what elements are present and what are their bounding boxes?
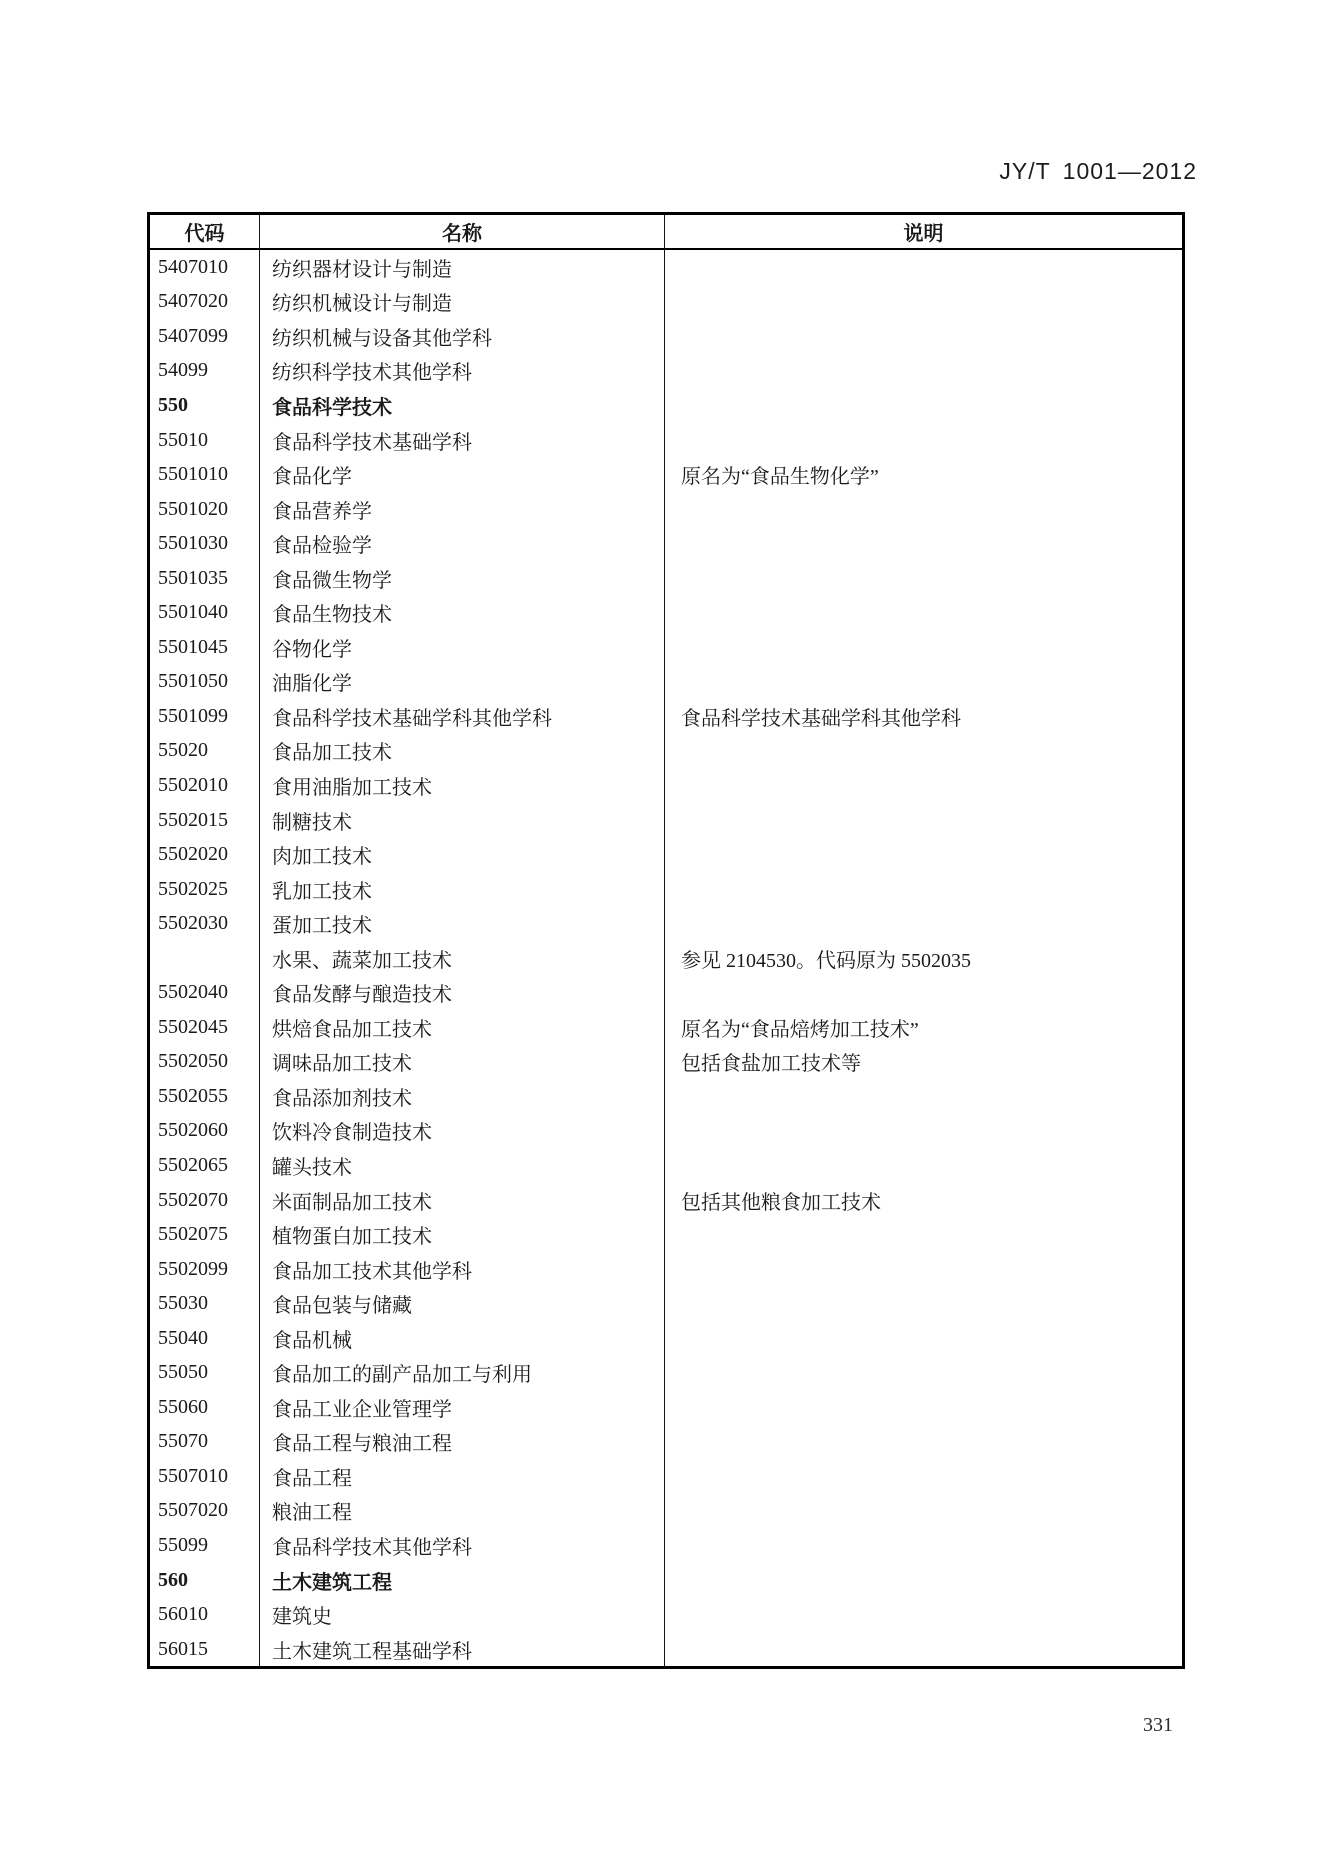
table-row — [150, 1390, 1182, 1425]
row-code: 5502040 — [150, 975, 260, 1010]
table-row — [150, 1252, 1182, 1287]
row-name: 食品生物技术 — [260, 595, 665, 630]
row-note: 原名为“食品焙烤加工技术” — [681, 1018, 919, 1041]
table-row — [150, 1321, 1182, 1356]
table-row — [150, 457, 1182, 492]
row-code: 55099 — [150, 1528, 260, 1563]
row-code: 5502020 — [150, 837, 260, 872]
table-row — [150, 354, 1182, 389]
row-note — [665, 1079, 1182, 1114]
table-body — [150, 250, 1182, 1666]
row-name: 米面制品加工技术 — [260, 1183, 665, 1218]
row-name: 饮料冷食制造技术 — [260, 1114, 665, 1149]
row-code: 5501030 — [150, 526, 260, 561]
table-row — [150, 837, 1182, 872]
table-row — [150, 561, 1182, 596]
row-name: 食品科学技术 — [260, 388, 665, 423]
row-code: 5501020 — [150, 492, 260, 527]
row-code: 55070 — [150, 1425, 260, 1460]
table-row — [150, 1114, 1182, 1149]
row-code: 5501050 — [150, 665, 260, 700]
row-name: 烘焙食品加工技术 — [260, 1010, 665, 1045]
row-note — [665, 354, 1182, 389]
table-row — [150, 595, 1182, 630]
row-code: 5502030 — [150, 906, 260, 941]
row-code: 5502050 — [150, 1045, 260, 1080]
row-note — [665, 1425, 1182, 1460]
row-code: 5502065 — [150, 1148, 260, 1183]
row-name: 食品微生物学 — [260, 561, 665, 596]
row-note — [665, 492, 1182, 527]
row-note — [665, 1390, 1182, 1425]
row-code: 5507010 — [150, 1459, 260, 1494]
row-name: 纺织器材设计与制造 — [260, 250, 665, 285]
table-row — [150, 630, 1182, 665]
row-note — [665, 1632, 1182, 1667]
row-note — [665, 595, 1182, 630]
row-code: 55020 — [150, 734, 260, 769]
row-name: 食品化学 — [260, 457, 665, 492]
row-name: 水果、蔬菜加工技术 — [260, 941, 665, 976]
row-note — [665, 423, 1182, 458]
row-name: 食品发酵与酿造技术 — [260, 975, 665, 1010]
row-name: 谷物化学 — [260, 630, 665, 665]
row-code: 5502010 — [150, 768, 260, 803]
row-name: 乳加工技术 — [260, 872, 665, 907]
table-row — [150, 975, 1182, 1010]
row-code: 56015 — [150, 1632, 260, 1667]
row-note — [665, 872, 1182, 907]
row-name: 食品科学技术其他学科 — [260, 1528, 665, 1563]
table-row — [150, 1148, 1182, 1183]
row-code: 5407020 — [150, 285, 260, 320]
row-note — [665, 1494, 1182, 1529]
row-name: 食品科学技术基础学科其他学科 — [260, 699, 665, 734]
row-code: 5507020 — [150, 1494, 260, 1529]
table-row — [150, 699, 1182, 734]
table-row — [150, 665, 1182, 700]
table-row — [150, 388, 1182, 423]
table-row — [150, 1563, 1182, 1598]
row-name: 食品包装与储藏 — [260, 1286, 665, 1321]
table-row — [150, 803, 1182, 838]
row-code: 5501035 — [150, 561, 260, 596]
row-name: 食品机械 — [260, 1321, 665, 1356]
table-row — [150, 492, 1182, 527]
row-name: 植物蛋白加工技术 — [260, 1217, 665, 1252]
codes-table — [147, 212, 1185, 1669]
row-code: 56010 — [150, 1597, 260, 1632]
row-name: 土木建筑工程基础学科 — [260, 1632, 665, 1667]
column-header-note: 说明 — [903, 223, 944, 245]
row-note — [665, 1597, 1182, 1632]
row-code: 55040 — [150, 1321, 260, 1356]
row-note — [665, 906, 1182, 941]
table-row — [150, 1079, 1182, 1114]
row-name: 土木建筑工程 — [260, 1563, 665, 1598]
row-name: 蛋加工技术 — [260, 906, 665, 941]
row-note — [665, 1114, 1182, 1149]
row-name: 食品科学技术基础学科 — [260, 423, 665, 458]
row-name: 纺织科学技术其他学科 — [260, 354, 665, 389]
row-code: 5407099 — [150, 319, 260, 354]
row-code: 55010 — [150, 423, 260, 458]
row-code: 5502015 — [150, 803, 260, 838]
row-name: 食品工程与粮油工程 — [260, 1425, 665, 1460]
row-note — [665, 1321, 1182, 1356]
row-note — [665, 1356, 1182, 1391]
row-code: 5502060 — [150, 1114, 260, 1149]
row-code: 5501010 — [150, 457, 260, 492]
table-row — [150, 1356, 1182, 1391]
row-note — [665, 1217, 1182, 1252]
row-note — [665, 734, 1182, 769]
table-row — [150, 872, 1182, 907]
row-code: 54099 — [150, 354, 260, 389]
row-code: 560 — [150, 1563, 260, 1598]
row-code: 5501045 — [150, 630, 260, 665]
row-note — [665, 1528, 1182, 1563]
row-note: 包括其他粮食加工技术 — [681, 1191, 881, 1214]
row-note — [665, 250, 1182, 285]
table-row — [150, 526, 1182, 561]
row-note — [665, 803, 1182, 838]
row-code: 5502025 — [150, 872, 260, 907]
table-row — [150, 768, 1182, 803]
table-row — [150, 1183, 1182, 1218]
row-name: 制糖技术 — [260, 803, 665, 838]
row-name: 食品工业企业管理学 — [260, 1390, 665, 1425]
table-row — [150, 941, 1182, 976]
column-header-name: 名称 — [260, 215, 665, 248]
row-name: 食品加工技术 — [260, 734, 665, 769]
row-name: 食品检验学 — [260, 526, 665, 561]
table-row — [150, 1528, 1182, 1563]
row-name: 食用油脂加工技术 — [260, 768, 665, 803]
row-code: 5502070 — [150, 1183, 260, 1218]
row-name: 肉加工技术 — [260, 837, 665, 872]
table-row — [150, 1632, 1182, 1667]
table-row — [150, 1045, 1182, 1080]
table-row — [150, 1459, 1182, 1494]
table-header-row — [150, 215, 1182, 250]
table-row — [150, 319, 1182, 354]
row-code: 5501099 — [150, 699, 260, 734]
row-name: 油脂化学 — [260, 665, 665, 700]
row-note — [665, 837, 1182, 872]
row-note — [665, 319, 1182, 354]
table-row — [150, 285, 1182, 320]
row-code: 5502045 — [150, 1010, 260, 1045]
row-note: 包括食盐加工技术等 — [681, 1053, 861, 1076]
row-note — [665, 561, 1182, 596]
row-note — [665, 768, 1182, 803]
row-name: 粮油工程 — [260, 1494, 665, 1529]
column-header-code: 代码 — [150, 215, 260, 248]
row-code: 5502055 — [150, 1079, 260, 1114]
row-code: 55030 — [150, 1286, 260, 1321]
table-row — [150, 1217, 1182, 1252]
row-note: 参见 2104530。代码原为 5502035 — [681, 949, 971, 972]
row-name: 食品加工的副产品加工与利用 — [260, 1356, 665, 1391]
row-name: 食品加工技术其他学科 — [260, 1252, 665, 1287]
row-note: 原名为“食品生物化学” — [681, 466, 879, 489]
table-row — [150, 1286, 1182, 1321]
row-note — [665, 1252, 1182, 1287]
row-note — [665, 285, 1182, 320]
row-note: 食品科学技术基础学科其他学科 — [681, 707, 961, 730]
table-row — [150, 1597, 1182, 1632]
standard-number: JY/T 1001—2012 — [999, 158, 1197, 184]
row-name: 食品工程 — [260, 1459, 665, 1494]
table-row — [150, 1010, 1182, 1045]
table-row — [150, 1494, 1182, 1529]
row-note — [665, 1459, 1182, 1494]
row-note — [665, 1148, 1182, 1183]
row-name: 食品添加剂技术 — [260, 1079, 665, 1114]
row-code: 550 — [150, 388, 260, 423]
row-name: 纺织机械设计与制造 — [260, 285, 665, 320]
row-code: 55060 — [150, 1390, 260, 1425]
row-note — [665, 1563, 1182, 1598]
row-note — [665, 975, 1182, 1010]
table-row — [150, 1425, 1182, 1460]
table-row — [150, 734, 1182, 769]
row-code: 55050 — [150, 1356, 260, 1391]
row-code — [150, 941, 260, 976]
row-note — [665, 1286, 1182, 1321]
table-row — [150, 250, 1182, 285]
row-code: 5502075 — [150, 1217, 260, 1252]
row-code: 5502099 — [150, 1252, 260, 1287]
row-code: 5501040 — [150, 595, 260, 630]
row-code: 5407010 — [150, 250, 260, 285]
table-row — [150, 423, 1182, 458]
row-name: 调味品加工技术 — [260, 1045, 665, 1080]
row-note — [665, 630, 1182, 665]
row-name: 建筑史 — [260, 1597, 665, 1632]
row-note — [665, 526, 1182, 561]
row-note — [665, 388, 1182, 423]
table-row — [150, 906, 1182, 941]
row-name: 食品营养学 — [260, 492, 665, 527]
row-name: 纺织机械与设备其他学科 — [260, 319, 665, 354]
page-number: 331 — [1143, 1714, 1173, 1736]
row-note — [665, 665, 1182, 700]
row-name: 罐头技术 — [260, 1148, 665, 1183]
